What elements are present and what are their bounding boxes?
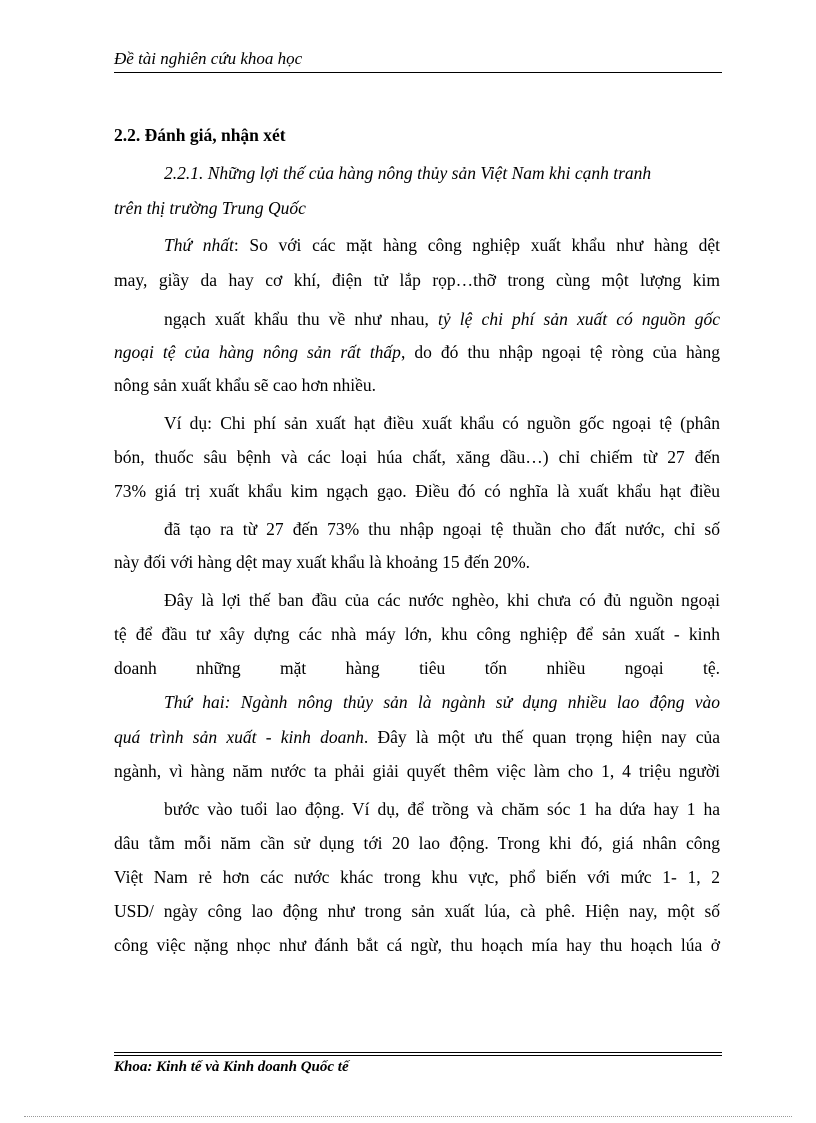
para3-line-3: doanh những mặt hàng tiêu tốn nhiều ngoại tệ. (114, 658, 720, 678)
para1-line-4-emphasis: ngoại tệ của hàng nông sản rất thấp (114, 342, 401, 362)
para4-line-2-emphasis: quá trình sản xuất - kinh doanh (114, 727, 364, 747)
para4-line-3: ngành, vì hàng năm nước ta phải giải quyết thêm việc làm cho 1, 4 triệu người (114, 761, 720, 781)
para3-line-2: tệ để đầu tư xây dựng các nhà máy lớn, khu công nghiệp để sản xuất - kinh (114, 624, 720, 644)
para4-line-2-text: . Đây là một ưu thế quan trọng hiện nay của (363, 727, 720, 747)
para4-line-6: Việt Nam rẻ hơn các nước khác trong khu vực, phổ biến với mức 1- 1, 2 (114, 867, 720, 887)
para1-line-3-text: ngạch xuất khẩu thu về như nhau, (164, 309, 439, 329)
para1-line-2: may, giầy da hay cơ khí, điện tử lắp rọp…thỡ trong cùng một lượng kim (114, 270, 720, 290)
section-heading: 2.2. Đánh giá, nhận xét (114, 125, 286, 145)
para4-line-2 (114, 725, 720, 749)
para1-line-5: nông sản xuất khẩu sẽ cao hơn nhiều. (114, 375, 376, 395)
para4-line-7: USD/ ngày công lao động như trong sản xuất lúa, cà phê. Hiện nay, một số (114, 901, 720, 921)
para1-line-4 (114, 340, 720, 364)
para1-line-3-emphasis: tỷ lệ chi phí sản xuất có nguồn gốc (438, 309, 720, 329)
para2-line-3: 73% giá trị xuất khẩu kim ngạch gạo. Điều đó có nghĩa là xuất khẩu hạt điều (114, 481, 720, 501)
para2-line-2: bón, thuốc sâu bệnh và các loại húa chất, xăng dầu…) chỉ chiếm từ 27 đến (114, 447, 720, 467)
subsection-heading-line-2: trên thị trường Trung Quốc (114, 198, 306, 218)
footer-divider-top (114, 1052, 722, 1053)
para1-line-3 (164, 307, 720, 331)
para2-line-5: này đối với hàng dệt may xuất khẩu là khoảng 15 đến 20%. (114, 552, 531, 572)
para4-line-5: dâu tằm mỗi năm cần sử dụng tới 20 lao động. Trong khi đó, giá nhân công (114, 833, 720, 853)
page-bottom-dotted-line (24, 1116, 792, 1117)
subsection-heading-line-1: 2.2.1. Những lợi thế của hàng nông thủy sản Việt Nam khi cạnh tranh (164, 163, 652, 183)
para4-line-4: bước vào tuổi lao động. Ví dụ, để trồng và chăm sóc 1 ha dứa hay 1 ha (164, 799, 720, 819)
para1-line-1 (164, 233, 720, 257)
page-footer-text: Khoa: Kinh tế và Kinh doanh Quốc tế (114, 1059, 349, 1075)
footer-divider-bottom (114, 1055, 722, 1056)
para3-line-1: Đây là lợi thế ban đầu của các nước nghèo, khi chưa có đủ nguồn ngoại (164, 590, 720, 610)
para4-line-1: Thứ hai: Ngành nông thủy sản là ngành sử dụng nhiều lao động vào (164, 692, 720, 712)
para2-line-1: Ví dụ: Chi phí sản xuất hạt điều xuất khẩu có nguồn gốc ngoại tệ (phân (164, 413, 720, 433)
para1-first-label: Thứ nhất (164, 235, 234, 255)
header-divider (114, 72, 722, 73)
para1-line-1-text: : So với các mặt hàng công nghiệp xuất khẩu như hàng dệt (233, 235, 720, 255)
para4-line-8: công việc nặng nhọc như đánh bắt cá ngừ, thu hoạch mía hay thu hoạch lúa ở (114, 935, 720, 955)
para1-line-4-text: , do đó thu nhập ngoại tệ ròng của hàng (400, 342, 720, 362)
page-header-title: Đề tài nghiên cứu khoa học (114, 49, 303, 68)
para2-line-4: đã tạo ra từ 27 đến 73% thu nhập ngoại tệ thuần cho đất nước, chỉ số (164, 519, 720, 539)
